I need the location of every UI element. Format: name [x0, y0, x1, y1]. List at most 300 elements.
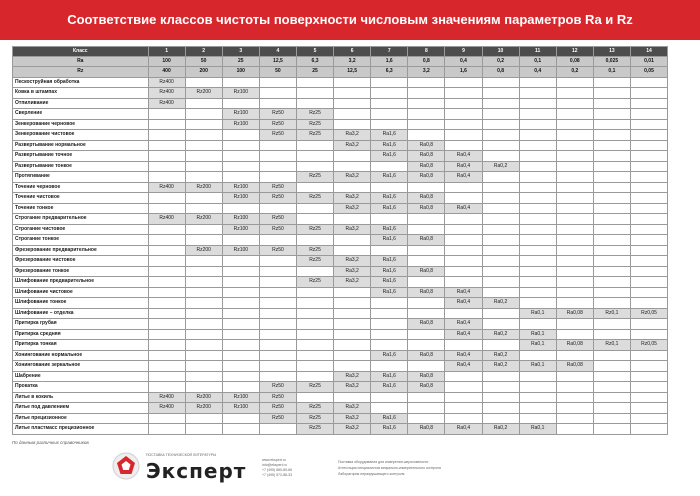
roughness-cell [631, 130, 668, 141]
roughness-cell [631, 78, 668, 89]
roughness-cell [594, 78, 631, 89]
roughness-cell [186, 141, 223, 152]
header-class-number: 5 [297, 46, 334, 57]
roughness-cell [186, 340, 223, 351]
roughness-cell [371, 246, 408, 257]
roughness-cell [557, 298, 594, 309]
header-class-number: 7 [371, 46, 408, 57]
roughness-cell: Ra3,2 [334, 403, 371, 414]
roughness-cell [594, 277, 631, 288]
roughness-cell [149, 288, 186, 299]
roughness-cell [594, 183, 631, 194]
roughness-cell [371, 162, 408, 173]
roughness-cell [483, 214, 520, 225]
roughness-cell: Ra3,2 [334, 414, 371, 425]
roughness-cell [149, 424, 186, 435]
roughness-cell: Ra0,4 [445, 288, 482, 299]
roughness-cell [186, 235, 223, 246]
roughness-cell [408, 403, 445, 414]
header-ra-value: 12,5 [260, 57, 297, 68]
roughness-cell [260, 256, 297, 267]
roughness-cell [297, 204, 334, 215]
roughness-cell [149, 277, 186, 288]
roughness-cell [520, 351, 557, 362]
roughness-cell: Ra0,4 [445, 151, 482, 162]
roughness-cell [408, 214, 445, 225]
roughness-cell [260, 372, 297, 383]
table-header-ra [12, 57, 668, 68]
roughness-cell: Rz25 [297, 414, 334, 425]
header-rz-value: 0,8 [483, 67, 520, 78]
roughness-cell [631, 99, 668, 110]
header-class-number: 6 [334, 46, 371, 57]
roughness-cell [483, 256, 520, 267]
contact-line: www.ekspert.ru [262, 458, 286, 462]
roughness-cell: Rz25 [297, 172, 334, 183]
roughness-cell [520, 141, 557, 152]
roughness-cell [371, 393, 408, 404]
roughness-cell [483, 372, 520, 383]
roughness-cell: Ra0,1 [520, 361, 557, 372]
roughness-cell [223, 309, 260, 320]
roughness-cell [186, 424, 223, 435]
roughness-cell [520, 78, 557, 89]
roughness-cell: Rz200 [186, 183, 223, 194]
logo-tagline: ПОСТАВКА ТЕХНИЧЕСКОЙ ЛИТЕРАТУРЫ [146, 453, 217, 457]
roughness-cell [297, 214, 334, 225]
roughness-cell [223, 162, 260, 173]
roughness-cell [445, 403, 482, 414]
roughness-cell [149, 225, 186, 236]
roughness-cell [334, 99, 371, 110]
roughness-cell: Rz50 [260, 214, 297, 225]
roughness-cell [149, 319, 186, 330]
process-name: Притирка грубая [12, 319, 149, 330]
roughness-cell: Ra3,2 [334, 225, 371, 236]
roughness-cell [297, 78, 334, 89]
table-row [12, 99, 668, 110]
roughness-cell [223, 78, 260, 89]
process-name: Отпиливание [12, 99, 149, 110]
roughness-cell [334, 120, 371, 131]
roughness-cell: Ra0,8 [408, 267, 445, 278]
roughness-cell [408, 414, 445, 425]
roughness-cell [149, 256, 186, 267]
roughness-cell: Ra3,2 [334, 382, 371, 393]
roughness-cell [594, 414, 631, 425]
roughness-cell [631, 361, 668, 372]
roughness-cell [445, 256, 482, 267]
roughness-cell [557, 393, 594, 404]
process-name: Хонингование зеркальное [12, 361, 149, 372]
roughness-cell [186, 319, 223, 330]
process-name: Притирка тонкая [12, 340, 149, 351]
roughness-cell [223, 172, 260, 183]
roughness-cell [445, 88, 482, 99]
process-name: Притирка средняя [12, 330, 149, 341]
roughness-cell: Rz200 [186, 214, 223, 225]
roughness-cell [631, 172, 668, 183]
roughness-cell: Ra0,8 [408, 288, 445, 299]
roughness-cell [149, 382, 186, 393]
roughness-cell [408, 99, 445, 110]
roughness-cell [445, 235, 482, 246]
roughness-cell [149, 162, 186, 173]
roughness-cell [445, 414, 482, 425]
roughness-cell: Rz100 [223, 246, 260, 257]
roughness-cell [260, 162, 297, 173]
roughness-cell [483, 88, 520, 99]
roughness-cell: Ra0,8 [408, 193, 445, 204]
roughness-cell [594, 319, 631, 330]
header-ra-value: 50 [186, 57, 223, 68]
roughness-cell [520, 172, 557, 183]
roughness-cell [149, 340, 186, 351]
roughness-cell: Ra3,2 [334, 267, 371, 278]
roughness-cell [334, 246, 371, 257]
process-name: Шлифование чистовое [12, 288, 149, 299]
roughness-cell [631, 351, 668, 362]
roughness-cell: Ra0,8 [408, 204, 445, 215]
roughness-cell [631, 151, 668, 162]
roughness-cell [557, 78, 594, 89]
roughness-cell [520, 120, 557, 131]
roughness-cell: Ra0,08 [557, 340, 594, 351]
header-ra-value: 0,025 [594, 57, 631, 68]
roughness-cell [186, 298, 223, 309]
roughness-cell: Rz25 [297, 424, 334, 435]
roughness-cell [260, 319, 297, 330]
roughness-cell [371, 88, 408, 99]
process-name: Литье пластмасс прецизионное [12, 424, 149, 435]
roughness-cell [445, 214, 482, 225]
roughness-cell [371, 99, 408, 110]
roughness-cell [594, 88, 631, 99]
roughness-cell: Ra0,8 [408, 151, 445, 162]
roughness-cell [594, 130, 631, 141]
roughness-cell [334, 330, 371, 341]
roughness-cell [223, 151, 260, 162]
roughness-cell [520, 214, 557, 225]
roughness-cell [557, 319, 594, 330]
roughness-cell: Ra1,6 [371, 193, 408, 204]
roughness-cell: Ra1,6 [371, 414, 408, 425]
roughness-cell [334, 162, 371, 173]
roughness-cell [520, 256, 557, 267]
roughness-cell [557, 246, 594, 257]
roughness-cell [483, 109, 520, 120]
roughness-cell: Rz25 [297, 130, 334, 141]
roughness-cell [260, 361, 297, 372]
roughness-cell: Ra0,8 [408, 162, 445, 173]
roughness-cell [297, 141, 334, 152]
roughness-cell: Rz0,1 [594, 340, 631, 351]
roughness-cell [631, 256, 668, 267]
roughness-cell [186, 351, 223, 362]
roughness-cell [260, 235, 297, 246]
table-row [12, 298, 668, 309]
process-name: Пескоструйная обработка [12, 78, 149, 89]
roughness-cell: Rz25 [297, 403, 334, 414]
roughness-cell [334, 393, 371, 404]
roughness-cell [631, 120, 668, 131]
roughness-cell: Rz100 [223, 120, 260, 131]
roughness-cell [260, 340, 297, 351]
process-name: Строгание тонкое [12, 235, 149, 246]
roughness-cell: Rz400 [149, 78, 186, 89]
header-rz-value: 100 [223, 67, 260, 78]
roughness-cell: Ra0,8 [408, 424, 445, 435]
roughness-cell [149, 298, 186, 309]
roughness-cell: Rz0,05 [631, 340, 668, 351]
roughness-cell [631, 319, 668, 330]
roughness-cell [520, 414, 557, 425]
header-rz-value: 3,2 [408, 67, 445, 78]
roughness-cell [594, 330, 631, 341]
roughness-cell [371, 120, 408, 131]
header-ra-value: 100 [149, 57, 186, 68]
roughness-cell: Ra1,6 [371, 141, 408, 152]
roughness-cell [408, 88, 445, 99]
roughness-cell [557, 141, 594, 152]
roughness-cell [408, 78, 445, 89]
table-row [12, 225, 668, 236]
process-name: Литье в кокиль [12, 393, 149, 404]
roughness-cell [594, 99, 631, 110]
roughness-cell: Ra0,4 [445, 361, 482, 372]
process-name: Строгание чистовое [12, 225, 149, 236]
roughness-cell: Ra0,2 [483, 330, 520, 341]
roughness-cell [520, 267, 557, 278]
contact-line: info@ekspert.ru [262, 463, 287, 467]
process-name: Ковка в штампах [12, 88, 149, 99]
roughness-cell [260, 88, 297, 99]
roughness-cell [483, 183, 520, 194]
roughness-cell [557, 193, 594, 204]
roughness-cell [371, 183, 408, 194]
roughness-cell [445, 246, 482, 257]
roughness-cell [408, 361, 445, 372]
header-ra-value: 0,8 [408, 57, 445, 68]
roughness-cell [223, 351, 260, 362]
roughness-cell: Rz50 [260, 403, 297, 414]
roughness-cell: Ra0,4 [445, 162, 482, 173]
roughness-cell [557, 130, 594, 141]
roughness-cell [557, 151, 594, 162]
roughness-cell [557, 403, 594, 414]
roughness-cell [408, 225, 445, 236]
roughness-cell [445, 225, 482, 236]
header-ra-value: 0,2 [483, 57, 520, 68]
process-name: Точение чистовое [12, 193, 149, 204]
process-name: Развертывание нормальное [12, 141, 149, 152]
table-row [12, 361, 668, 372]
roughness-cell [631, 298, 668, 309]
table-row [12, 424, 668, 435]
roughness-cell [223, 288, 260, 299]
table-row [12, 256, 668, 267]
roughness-cell [483, 120, 520, 131]
roughness-cell [334, 288, 371, 299]
header-ra-value: 0,01 [631, 57, 668, 68]
process-name: Строгание предварительное [12, 214, 149, 225]
process-name: Фрезерование предварительное [12, 246, 149, 257]
roughness-cell [260, 141, 297, 152]
roughness-cell: Ra0,4 [445, 351, 482, 362]
process-name: Фрезерование чистовое [12, 256, 149, 267]
roughness-cell: Rz400 [149, 393, 186, 404]
roughness-cell [149, 267, 186, 278]
roughness-cell [483, 141, 520, 152]
table-row [12, 193, 668, 204]
roughness-cell [520, 288, 557, 299]
roughness-cell: Ra0,2 [483, 424, 520, 435]
roughness-cell [445, 382, 482, 393]
roughness-cell [260, 99, 297, 110]
roughness-cell [631, 204, 668, 215]
roughness-cell [149, 204, 186, 215]
table-row [12, 309, 668, 320]
table-row [12, 204, 668, 215]
roughness-cell [557, 351, 594, 362]
header-class-number: 12 [557, 46, 594, 57]
roughness-cell [520, 183, 557, 194]
roughness-cell [186, 309, 223, 320]
roughness-cell [186, 109, 223, 120]
roughness-cell [483, 340, 520, 351]
table-row [12, 235, 668, 246]
roughness-cell: Rz25 [297, 109, 334, 120]
roughness-cell [445, 99, 482, 110]
roughness-cell [186, 330, 223, 341]
roughness-cell [334, 351, 371, 362]
roughness-cell [149, 235, 186, 246]
roughness-cell: Rz100 [223, 225, 260, 236]
roughness-cell [223, 277, 260, 288]
roughness-cell [445, 393, 482, 404]
roughness-cell: Rz50 [260, 120, 297, 131]
roughness-cell [408, 130, 445, 141]
roughness-cell [557, 204, 594, 215]
roughness-cell [149, 130, 186, 141]
roughness-cell: Ra3,2 [334, 172, 371, 183]
roughness-cell [260, 267, 297, 278]
header-class-number: 13 [594, 46, 631, 57]
roughness-cell [483, 193, 520, 204]
roughness-cell: Rz100 [223, 183, 260, 194]
roughness-cell [334, 319, 371, 330]
header-class-number: 9 [445, 46, 482, 57]
roughness-cell [483, 319, 520, 330]
roughness-cell [520, 382, 557, 393]
roughness-cell [149, 330, 186, 341]
roughness-cell: Ra1,6 [371, 382, 408, 393]
roughness-cell [631, 225, 668, 236]
roughness-cell: Rz50 [260, 393, 297, 404]
roughness-cell [594, 298, 631, 309]
header-ra-value: 3,2 [334, 57, 371, 68]
roughness-cell [371, 340, 408, 351]
roughness-cell [371, 330, 408, 341]
roughness-cell [483, 130, 520, 141]
roughness-cell [483, 288, 520, 299]
roughness-cell [149, 193, 186, 204]
roughness-cell [260, 78, 297, 89]
service-line: Лаборатория неразрушающего контроля [338, 472, 405, 476]
roughness-cell [557, 235, 594, 246]
roughness-cell [594, 382, 631, 393]
roughness-cell: Ra3,2 [334, 130, 371, 141]
roughness-cell: Rz400 [149, 214, 186, 225]
roughness-cell [408, 277, 445, 288]
table-row [12, 78, 668, 89]
roughness-cell: Ra0,8 [408, 351, 445, 362]
roughness-cell [149, 141, 186, 152]
roughness-cell: Rz400 [149, 88, 186, 99]
roughness-cell [557, 109, 594, 120]
roughness-cell [520, 225, 557, 236]
roughness-cell [260, 151, 297, 162]
header-rz-value: 12,5 [334, 67, 371, 78]
roughness-cell [223, 204, 260, 215]
roughness-cell: Ra0,4 [445, 424, 482, 435]
header-ra-value: 0,4 [445, 57, 482, 68]
roughness-cell: Ra3,2 [334, 277, 371, 288]
roughness-cell: Ra0,1 [520, 340, 557, 351]
roughness-cell [557, 183, 594, 194]
roughness-cell [297, 319, 334, 330]
roughness-cell [149, 414, 186, 425]
roughness-cell [557, 382, 594, 393]
roughness-cell [371, 361, 408, 372]
table-row [12, 141, 668, 152]
roughness-cell [297, 99, 334, 110]
roughness-cell [520, 319, 557, 330]
roughness-cell [631, 424, 668, 435]
roughness-cell [631, 288, 668, 299]
process-name: Развертывание тонкое [12, 162, 149, 173]
roughness-cell [557, 256, 594, 267]
roughness-cell [631, 141, 668, 152]
header-rz-value: 0,4 [520, 67, 557, 78]
roughness-cell [483, 225, 520, 236]
roughness-cell [520, 372, 557, 383]
roughness-cell: Rz25 [297, 225, 334, 236]
roughness-cell [223, 424, 260, 435]
table-body [12, 78, 668, 435]
roughness-cell [149, 351, 186, 362]
table-row [12, 267, 668, 278]
process-name: Шабрение [12, 372, 149, 383]
roughness-cell: Ra1,6 [371, 151, 408, 162]
roughness-cell [297, 235, 334, 246]
contact-line: +7 (495) 972-88-33 [262, 473, 293, 477]
roughness-cell [483, 204, 520, 215]
table-row [12, 340, 668, 351]
roughness-cell [594, 372, 631, 383]
roughness-cell [186, 414, 223, 425]
roughness-cell [557, 172, 594, 183]
roughness-cell: Rz200 [186, 88, 223, 99]
roughness-cell [445, 130, 482, 141]
roughness-cell: Rz50 [260, 130, 297, 141]
table-row [12, 393, 668, 404]
table-row [12, 109, 668, 120]
roughness-cell [594, 256, 631, 267]
header-ra-label: Ra [12, 57, 149, 68]
roughness-cell: Ra3,2 [334, 372, 371, 383]
roughness-cell [483, 99, 520, 110]
